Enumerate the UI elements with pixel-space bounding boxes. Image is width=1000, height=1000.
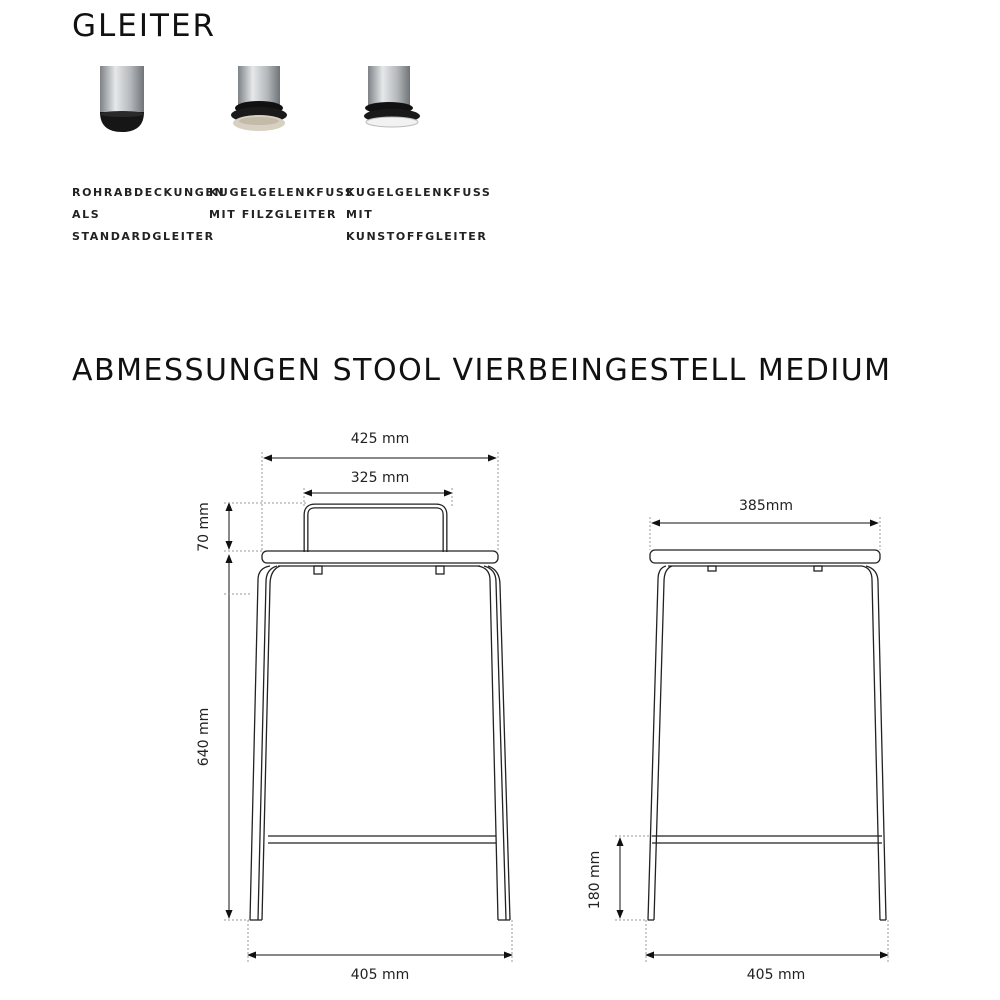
seat-height-label: 640 mm bbox=[196, 707, 212, 767]
glider-label-line: STANDARDGLEITER bbox=[72, 230, 215, 243]
side-base-depth-label: 405 mm bbox=[746, 967, 806, 983]
glider-label-line: KUNSTOFFGLEITER bbox=[346, 230, 488, 243]
front-base-width-label: 405 mm bbox=[350, 967, 410, 983]
stool-front-view bbox=[250, 506, 510, 920]
backrest-height-label: 70 mm bbox=[196, 502, 212, 552]
dimensions-heading: ABMESSUNGEN STOOL VIERBEINGESTELL MEDIUM bbox=[72, 353, 892, 388]
glider-label-line: MIT bbox=[346, 208, 374, 221]
glider-label-line: ROHRABDECKUNGEN bbox=[72, 186, 226, 199]
glider-label-line: KUGELGELENKFUSS bbox=[209, 186, 355, 199]
side-dimension-lines bbox=[615, 517, 888, 962]
gleiter-heading: GLEITER bbox=[72, 8, 217, 44]
glider-label-line: KUGELGELENKFUSS bbox=[346, 186, 492, 199]
glider-label-line: ALS bbox=[72, 208, 101, 221]
footrest-height-label: 180 mm bbox=[587, 850, 603, 910]
backrest-width-label: 325 mm bbox=[350, 470, 410, 486]
glider-label-line: MIT FILZGLEITER bbox=[209, 208, 338, 221]
seat-depth-label: 385mm bbox=[739, 498, 793, 514]
stool-side-view bbox=[648, 550, 886, 920]
overall-width-label: 425 mm bbox=[350, 431, 410, 447]
